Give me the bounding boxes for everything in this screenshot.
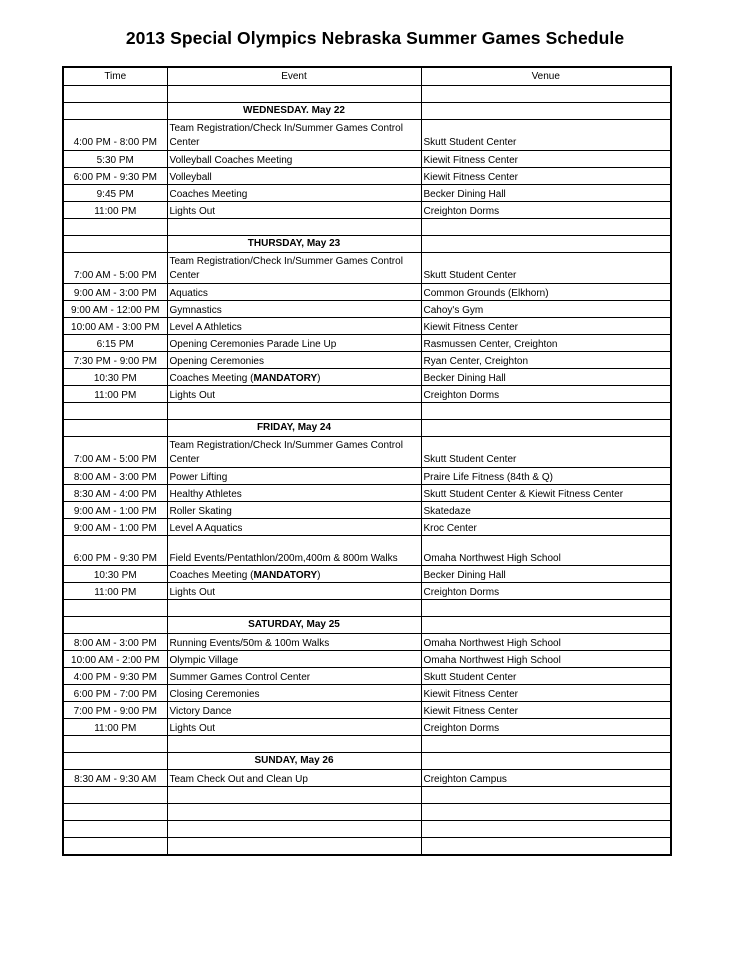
row-event: Lights Out xyxy=(167,386,421,403)
event-text: ) xyxy=(317,570,321,581)
row-time: 11:00 PM xyxy=(63,719,167,736)
row-venue: Kiewit Fitness Center xyxy=(421,318,671,335)
blank-row xyxy=(63,804,671,821)
row-venue: Creighton Dorms xyxy=(421,386,671,403)
day-header-saturday xyxy=(63,617,671,634)
table-row xyxy=(63,151,671,168)
row-time: 9:00 AM - 3:00 PM xyxy=(63,284,167,301)
row-venue: Creighton Dorms xyxy=(421,202,671,219)
row-venue: Creighton Dorms xyxy=(421,719,671,736)
table-row xyxy=(63,485,671,502)
row-time: 4:00 PM - 8:00 PM xyxy=(63,120,167,151)
row-time: 6:00 PM - 9:30 PM xyxy=(63,168,167,185)
table-row xyxy=(63,770,671,787)
row-event: Team Registration/Check In/Summer Games Control Center xyxy=(167,253,421,284)
row-event: Gymnastics xyxy=(167,301,421,318)
row-time: 4:00 PM - 9:30 PM xyxy=(63,668,167,685)
event-text: ) xyxy=(317,373,321,384)
row-event: Team Registration/Check In/Summer Games Control Center xyxy=(167,437,421,468)
table-row xyxy=(63,168,671,185)
table-row xyxy=(63,651,671,668)
day-label: SUNDAY, May 26 xyxy=(167,753,421,770)
row-time: 5:30 PM xyxy=(63,151,167,168)
row-venue: Becker Dining Hall xyxy=(421,566,671,583)
row-venue: Cahoy's Gym xyxy=(421,301,671,318)
table-header-row xyxy=(63,67,671,86)
row-event: Team Registration/Check In/Summer Games Control Center xyxy=(167,120,421,151)
row-venue: Omaha Northwest High School xyxy=(421,634,671,651)
header-time: Time xyxy=(63,67,167,86)
row-time: 7:00 PM - 9:00 PM xyxy=(63,702,167,719)
schedule-table xyxy=(62,66,672,856)
row-venue: Kroc Center xyxy=(421,519,671,536)
row-venue: Kiewit Fitness Center xyxy=(421,168,671,185)
day-header-friday xyxy=(63,420,671,437)
table-row xyxy=(63,634,671,651)
table-row xyxy=(63,253,671,284)
row-event: Healthy Athletes xyxy=(167,485,421,502)
table-row xyxy=(63,437,671,468)
row-venue: Omaha Northwest High School xyxy=(421,536,671,566)
blank-row xyxy=(63,838,671,856)
row-time: 7:00 AM - 5:00 PM xyxy=(63,437,167,468)
row-event: Roller Skating xyxy=(167,502,421,519)
day-header-thursday xyxy=(63,236,671,253)
table-row xyxy=(63,468,671,485)
blank-row xyxy=(63,787,671,804)
row-event: Power Lifting xyxy=(167,468,421,485)
row-event: Level A Athletics xyxy=(167,318,421,335)
row-venue: Omaha Northwest High School xyxy=(421,651,671,668)
row-venue: Skutt Student Center xyxy=(421,668,671,685)
row-venue: Creighton Dorms xyxy=(421,583,671,600)
row-time: 7:30 PM - 9:00 PM xyxy=(63,352,167,369)
row-event: Volleyball Coaches Meeting xyxy=(167,151,421,168)
row-time: 8:30 AM - 9:30 AM xyxy=(63,770,167,787)
mandatory-label: MANDATORY xyxy=(253,570,318,581)
table-row xyxy=(63,519,671,536)
table-row xyxy=(63,719,671,736)
row-event: Opening Ceremonies Parade Line Up xyxy=(167,335,421,352)
table-row xyxy=(63,318,671,335)
row-time: 6:00 PM - 7:00 PM xyxy=(63,685,167,702)
table-row xyxy=(63,386,671,403)
row-event: Level A Aquatics xyxy=(167,519,421,536)
header-event: Event xyxy=(167,67,421,86)
event-text: Coaches Meeting ( xyxy=(169,570,254,581)
day-label: FRIDAY, May 24 xyxy=(167,420,421,437)
row-venue: Skutt Student Center xyxy=(421,253,671,284)
row-venue: Skutt Student Center & Kiewit Fitness Center xyxy=(421,485,671,502)
row-venue: Kiewit Fitness Center xyxy=(421,685,671,702)
row-event: Field Events/Pentathlon/200m,400m & 800m Walks xyxy=(167,536,421,566)
table-row xyxy=(63,120,671,151)
row-event: Team Check Out and Clean Up xyxy=(167,770,421,787)
row-event: Lights Out xyxy=(167,202,421,219)
row-event xyxy=(167,566,421,583)
row-time: 10:30 PM xyxy=(63,566,167,583)
row-venue: Rasmussen Center, Creighton xyxy=(421,335,671,352)
row-time: 9:00 AM - 1:00 PM xyxy=(63,502,167,519)
row-time: 9:45 PM xyxy=(63,185,167,202)
table-row xyxy=(63,566,671,583)
row-venue: Ryan Center, Creighton xyxy=(421,352,671,369)
row-event: Running Events/50m & 100m Walks xyxy=(167,634,421,651)
row-event: Opening Ceremonies xyxy=(167,352,421,369)
table-row xyxy=(63,685,671,702)
row-time: 10:00 AM - 3:00 PM xyxy=(63,318,167,335)
mandatory-label: MANDATORY xyxy=(253,373,318,384)
day-label: SATURDAY, May 25 xyxy=(167,617,421,634)
row-time: 9:00 AM - 1:00 PM xyxy=(63,519,167,536)
row-event: Summer Games Control Center xyxy=(167,668,421,685)
table-row xyxy=(63,352,671,369)
row-event: Olympic Village xyxy=(167,651,421,668)
row-time: 6:15 PM xyxy=(63,335,167,352)
header-venue: Venue xyxy=(421,67,671,86)
row-time: 9:00 AM - 12:00 PM xyxy=(63,301,167,318)
blank-row xyxy=(63,219,671,236)
row-venue: Praire Life Fitness (84th & Q) xyxy=(421,468,671,485)
page-title: 2013 Special Olympics Nebraska Summer Games Schedule xyxy=(125,28,625,48)
row-time: 8:00 AM - 3:00 PM xyxy=(63,634,167,651)
blank-row xyxy=(63,403,671,420)
table-row xyxy=(63,536,671,566)
blank-row xyxy=(63,736,671,753)
row-venue: Skutt Student Center xyxy=(421,120,671,151)
row-time: 7:00 AM - 5:00 PM xyxy=(63,253,167,284)
row-venue: Creighton Campus xyxy=(421,770,671,787)
row-venue: Becker Dining Hall xyxy=(421,369,671,386)
row-venue: Common Grounds (Elkhorn) xyxy=(421,284,671,301)
row-time: 6:00 PM - 9:30 PM xyxy=(63,536,167,566)
table-row xyxy=(63,202,671,219)
table-row xyxy=(63,185,671,202)
row-event: Aquatics xyxy=(167,284,421,301)
table-row xyxy=(63,702,671,719)
table-row xyxy=(63,502,671,519)
day-header-sunday xyxy=(63,753,671,770)
row-event: Volleyball xyxy=(167,168,421,185)
row-venue: Skutt Student Center xyxy=(421,437,671,468)
row-venue: Skatedaze xyxy=(421,502,671,519)
row-time: 10:30 PM xyxy=(63,369,167,386)
day-label: WEDNESDAY. May 22 xyxy=(167,103,421,120)
row-venue: Kiewit Fitness Center xyxy=(421,151,671,168)
row-event: Coaches Meeting xyxy=(167,185,421,202)
day-label: THURSDAY, May 23 xyxy=(167,236,421,253)
row-event xyxy=(167,369,421,386)
table-row xyxy=(63,369,671,386)
row-venue: Kiewit Fitness Center xyxy=(421,702,671,719)
blank-row xyxy=(63,821,671,838)
row-time: 10:00 AM - 2:00 PM xyxy=(63,651,167,668)
table-row xyxy=(63,301,671,318)
table-row xyxy=(63,668,671,685)
event-text: Coaches Meeting ( xyxy=(169,373,254,384)
row-time: 11:00 PM xyxy=(63,583,167,600)
row-time: 8:30 AM - 4:00 PM xyxy=(63,485,167,502)
blank-row xyxy=(63,600,671,617)
row-venue: Becker Dining Hall xyxy=(421,185,671,202)
row-time: 11:00 PM xyxy=(63,202,167,219)
row-time: 11:00 PM xyxy=(63,386,167,403)
day-header-wednesday xyxy=(63,103,671,120)
row-time: 8:00 AM - 3:00 PM xyxy=(63,468,167,485)
row-event: Lights Out xyxy=(167,583,421,600)
row-event: Closing Ceremonies xyxy=(167,685,421,702)
table-row xyxy=(63,335,671,352)
table-row xyxy=(63,284,671,301)
blank-row xyxy=(63,86,671,103)
row-event: Lights Out xyxy=(167,719,421,736)
row-event: Victory Dance xyxy=(167,702,421,719)
table-row xyxy=(63,583,671,600)
